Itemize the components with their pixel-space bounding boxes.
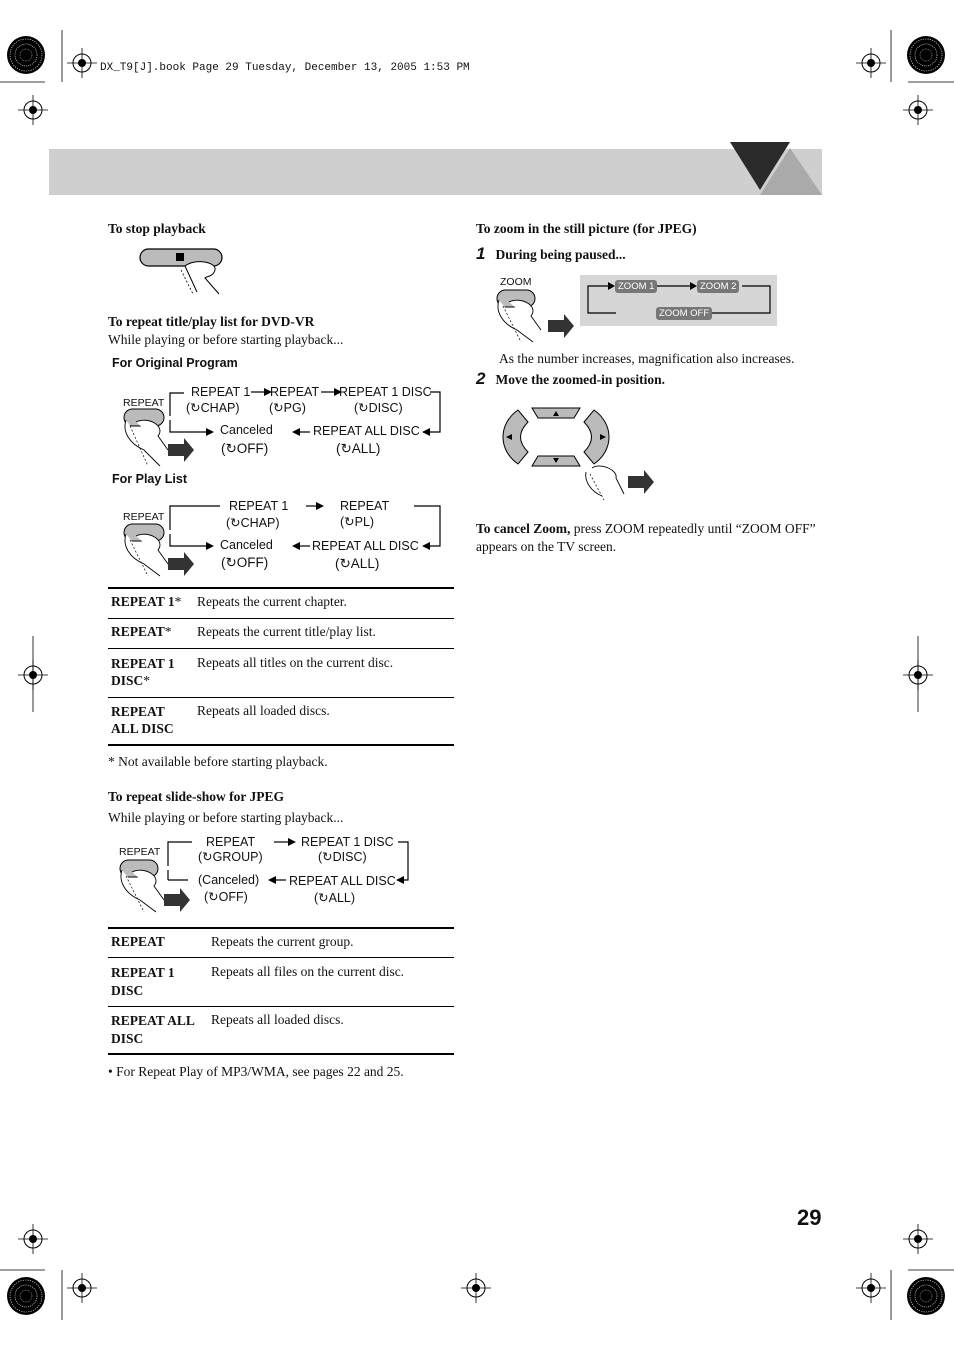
title-band (49, 149, 822, 195)
diag3-repeatall: REPEAT ALL DISC (289, 874, 396, 888)
table1-mark: * (174, 594, 182, 609)
section-triangle-icon (728, 140, 824, 196)
zoom-note: As the number increases, magnification also increases. (499, 351, 795, 366)
zoom-off-label: ZOOM OFF (656, 307, 712, 320)
table1-term: REPEAT 1 (111, 656, 175, 671)
stop-playback-heading: To stop playback (108, 221, 206, 236)
diag3-repeat-sub: (↻GROUP) (198, 850, 263, 864)
diag2-repeat-sub: (↻PL) (340, 515, 375, 529)
diag2-canceled: Canceled (220, 538, 273, 552)
table2-top-rule (108, 927, 454, 929)
table2-desc: Repeats the current group. (211, 934, 354, 949)
step-1-text: During being paused... (495, 247, 626, 262)
table1-term2: DISC (111, 673, 144, 688)
jpeg-repeat-heading: To repeat slide-show for JPEG (108, 789, 285, 804)
stop-button-illustration (135, 244, 230, 296)
table2-term: REPEAT 1 DISC (111, 965, 175, 998)
table1-term: REPEAT (111, 624, 165, 639)
step-1-number: 1 (476, 244, 486, 263)
table1-rule-3 (108, 697, 454, 698)
table1-bottom-rule (108, 744, 454, 746)
diag1-repeatall: REPEAT ALL DISC (313, 424, 420, 438)
table1-mark: * (143, 673, 151, 688)
diag1-repeat1disc-sub: (↻DISC) (354, 401, 403, 415)
diag1-repeat1-sub: (↻CHAP) (186, 401, 240, 415)
table1-top-rule (108, 587, 454, 589)
table1-desc: Repeats the current title/play list. (197, 624, 376, 639)
step-2-number: 2 (476, 369, 486, 388)
diag1-canceled: Canceled (220, 423, 273, 437)
table2-desc: Repeats all loaded discs. (211, 1012, 344, 1027)
diag3-repeat: REPEAT (206, 835, 256, 849)
diag3-canceled-sub: (↻OFF) (204, 890, 248, 904)
diag1-repeat-sub: (↻PG) (269, 401, 306, 415)
table2-desc: Repeats all files on the current disc. (211, 964, 405, 979)
cancel-zoom-bold: To cancel Zoom, (476, 521, 571, 536)
step-2 (476, 369, 665, 389)
table2-term: REPEAT (111, 934, 165, 949)
table2-term: REPEAT ALL DISC (111, 1013, 195, 1046)
table1-desc: Repeats all titles on the current disc. (197, 655, 394, 670)
table1-term: REPEAT (111, 704, 165, 719)
cursor-up-icon (532, 408, 580, 418)
table1-desc: Repeats the current chapter. (197, 594, 347, 609)
zoom2-label: ZOOM 2 (697, 280, 739, 293)
zoom-button-label: ZOOM (500, 276, 532, 288)
diag3-repeat1disc: REPEAT 1 DISC (301, 835, 394, 849)
table1-row (111, 655, 175, 689)
diag2-repeat: REPEAT (340, 499, 390, 513)
diag2-repeat1-sub: (↻CHAP) (226, 516, 280, 530)
table1-row (111, 594, 181, 610)
diag2-repeat1: REPEAT 1 (229, 499, 289, 513)
table1-desc: Repeats all loaded discs. (197, 703, 330, 718)
footnote: * Not available before starting playback. (108, 754, 328, 769)
repeat-vr-heading: To repeat title/play list for DVD-VR (108, 314, 315, 329)
table1-mark: * (164, 624, 172, 639)
diag3-repeatall-sub: (↻ALL) (314, 891, 356, 905)
mp3-note: • For Repeat Play of MP3/WMA, see pages 22 and 25. (108, 1064, 404, 1079)
zoom1-label: ZOOM 1 (615, 280, 657, 293)
table2-rule-2 (108, 1006, 454, 1007)
table2-rule-1 (108, 957, 454, 958)
cursor-left-icon (503, 410, 528, 464)
step-1 (476, 244, 626, 264)
repeat-button-label-3: REPEAT (119, 846, 161, 858)
diag1-repeat1disc: REPEAT 1 DISC (339, 385, 432, 399)
zoom-button-illustration (490, 286, 582, 346)
diag2-repeatall: REPEAT ALL DISC (312, 539, 419, 553)
diag1-repeat: REPEAT (270, 385, 320, 399)
play-list-label: For Play List (112, 472, 188, 486)
diag3-canceled: (Canceled) (198, 873, 260, 887)
repeat-button-label: REPEAT (123, 397, 165, 409)
cursor-pad-illustration (496, 396, 664, 500)
diag2-canceled-sub: (↻OFF) (221, 555, 269, 570)
diag2-repeatall-sub: (↻ALL) (335, 556, 380, 571)
table2-bottom-rule (108, 1053, 454, 1055)
cursor-right-icon (584, 410, 609, 464)
table1-term: REPEAT 1 (111, 594, 175, 609)
table1-term2: ALL DISC (111, 721, 174, 736)
header-file-info: DX_T9[J].book Page 29 Tuesday, December 13, 2005 1:53 PM (100, 62, 470, 74)
cancel-zoom-rest: press ZOOM repeatedly until “ZOOM OFF” appears on the TV screen. (476, 521, 816, 554)
table1-rule-2 (108, 648, 454, 649)
diag1-canceled-sub: (↻OFF) (221, 441, 269, 456)
cursor-down-icon (532, 456, 580, 466)
jpeg-repeat-intro: While playing or before starting playback... (108, 810, 344, 825)
step-2-text: Move the zoomed-in position. (495, 372, 665, 387)
zoom-heading: To zoom in the still picture (for JPEG) (476, 221, 697, 236)
table1-rule-1 (108, 618, 454, 619)
repeat-button-label-2: REPEAT (123, 511, 165, 523)
diag1-repeatall-sub: (↻ALL) (336, 441, 381, 456)
diag3-repeat1disc-sub: (↻DISC) (318, 850, 367, 864)
page-number: 29 (797, 1205, 822, 1230)
table1-row (111, 703, 174, 737)
original-program-label: For Original Program (112, 356, 238, 370)
diag1-repeat1: REPEAT 1 (191, 385, 251, 399)
repeat-vr-intro: While playing or before starting playback... (108, 332, 344, 347)
table1-row (111, 624, 172, 640)
cancel-zoom-text (476, 520, 816, 556)
